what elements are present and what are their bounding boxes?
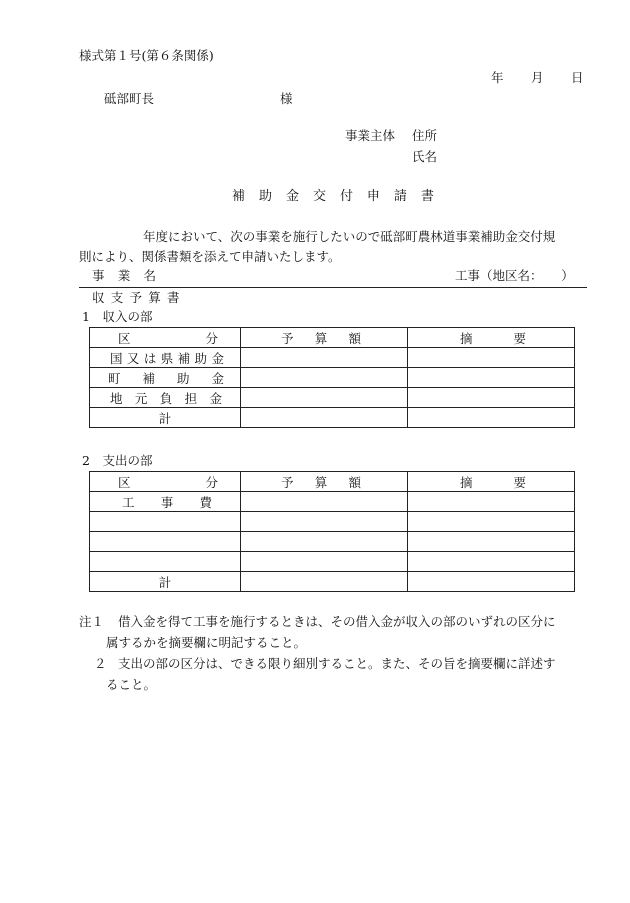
note-1-label: 注１ <box>79 614 105 629</box>
label-char: 又 <box>126 350 140 366</box>
budget-cell <box>241 492 408 512</box>
budget-cell <box>241 388 408 408</box>
table-header-row <box>90 328 575 348</box>
remarks-cell <box>408 552 575 572</box>
applicant-address-label: 住所 <box>412 128 438 143</box>
label-char: 金 <box>209 390 222 406</box>
header-char: 区 <box>118 330 131 346</box>
table-row <box>90 512 575 532</box>
title-char: 交 <box>312 189 326 204</box>
form-number: 様式第１号(第６条関係) <box>79 48 214 63</box>
remarks-cell <box>408 572 575 592</box>
title-char: 申 <box>366 189 380 204</box>
project-label-char: 業 <box>117 268 131 283</box>
header-tekiyo <box>408 472 575 492</box>
title-char: 書 <box>420 189 434 204</box>
budget-cell <box>241 512 408 532</box>
table-row <box>90 532 575 552</box>
label-char: 県 <box>160 350 174 366</box>
row-label <box>90 388 241 408</box>
label-char: 金 <box>211 350 224 366</box>
table-row <box>90 348 575 368</box>
remarks-cell <box>408 492 575 512</box>
table-row <box>90 492 575 512</box>
header-char: 額 <box>348 330 361 346</box>
header-char: 要 <box>513 474 526 490</box>
row-label <box>90 512 241 532</box>
remarks-cell <box>408 532 575 552</box>
budget-cell <box>241 408 408 428</box>
label-char: 金 <box>211 370 224 386</box>
total-label: 計 <box>90 408 241 428</box>
label-char: 助 <box>194 350 208 366</box>
project-underline <box>79 287 587 288</box>
remarks-cell <box>408 368 575 388</box>
note-2-label: ２ <box>94 656 107 671</box>
expense-table <box>89 471 575 592</box>
project-work-label: 工事（地区名： ） <box>455 268 574 283</box>
header-char: 摘 <box>460 330 473 346</box>
total-label: 計 <box>90 572 241 592</box>
note-2-line-1: 支出の部の区分は、できる限り細別すること。また、その旨を摘要欄に詳述す <box>118 656 556 671</box>
note-2-line-2: ること。 <box>106 677 157 692</box>
label-char: 工 <box>122 494 135 510</box>
date-day-label: 日 <box>571 70 584 85</box>
budget-cell <box>241 348 408 368</box>
table-total-row <box>90 572 575 592</box>
header-kubun <box>90 328 241 348</box>
header-yosan <box>241 328 408 348</box>
applicant-label: 事業主体 <box>345 128 396 143</box>
applicant-name-label: 氏名 <box>412 149 438 164</box>
addressee-honorific: 様 <box>280 91 293 106</box>
label-char: は <box>143 350 157 366</box>
note-1-line-2: 属するかを摘要欄に明記すること。 <box>106 635 307 650</box>
title-char: 助 <box>258 189 272 204</box>
row-label <box>90 492 241 512</box>
title-char: 金 <box>285 189 299 204</box>
header-char: 額 <box>348 474 361 490</box>
budget-cell <box>241 532 408 552</box>
budget-title: 収支予算書 <box>92 290 186 305</box>
income-table <box>89 327 575 428</box>
label-char: 地 <box>110 390 123 406</box>
title-char: 補 <box>232 189 246 204</box>
title-char: 請 <box>393 189 407 204</box>
header-char: 算 <box>314 474 328 490</box>
header-char: 算 <box>314 330 328 346</box>
document-title <box>232 190 434 203</box>
label-char: 事 <box>160 494 174 510</box>
project-name-label <box>92 270 156 283</box>
header-char: 予 <box>281 474 294 490</box>
header-char: 分 <box>205 474 218 490</box>
date-year-label: 年 <box>491 70 504 85</box>
label-char: 国 <box>110 350 123 366</box>
date-month-label: 月 <box>531 70 544 85</box>
project-label-char: 事 <box>92 268 105 283</box>
label-char: 元 <box>134 390 148 406</box>
header-char: 摘 <box>460 474 473 490</box>
remarks-cell <box>408 408 575 428</box>
intro-line-1: 年度において、次の事業を施行したいので砥部町農林道事業補助金交付規 <box>143 229 556 244</box>
budget-cell <box>241 368 408 388</box>
label-char: 費 <box>199 494 212 510</box>
header-char: 予 <box>281 330 294 346</box>
table-row <box>90 368 575 388</box>
remarks-cell <box>408 348 575 368</box>
table-total-row <box>90 408 575 428</box>
header-char: 分 <box>205 330 218 346</box>
label-char: 補 <box>177 350 191 366</box>
income-heading: 1 収入の部 <box>82 309 153 324</box>
header-char: 要 <box>513 330 526 346</box>
label-char: 補 <box>142 370 155 386</box>
header-char: 区 <box>118 474 131 490</box>
budget-cell <box>241 572 408 592</box>
header-kubun <box>90 472 241 492</box>
table-header-row <box>90 472 575 492</box>
remarks-cell <box>408 388 575 408</box>
row-label <box>90 348 241 368</box>
row-label <box>90 552 241 572</box>
remarks-cell <box>408 512 575 532</box>
budget-cell <box>241 552 408 572</box>
table-row <box>90 552 575 572</box>
expense-heading: 2 支出の部 <box>82 453 153 468</box>
header-yosan <box>241 472 408 492</box>
note-1-line-1: 借入金を得て工事を施行するときは、その借入金が収入の部のいずれの区分に <box>118 614 556 629</box>
intro-line-2: 則により、関係書類を添えて申請いたします。 <box>79 249 341 264</box>
title-char: 付 <box>339 189 353 204</box>
table-row <box>90 388 575 408</box>
label-char: 負 <box>159 390 173 406</box>
label-char: 担 <box>184 390 198 406</box>
label-char: 助 <box>176 370 190 386</box>
project-label-char: 名 <box>143 268 156 283</box>
addressee-name: 砥部町長 <box>104 91 155 106</box>
label-char: 町 <box>108 370 121 386</box>
header-tekiyo <box>408 328 575 348</box>
row-label <box>90 368 241 388</box>
row-label <box>90 532 241 552</box>
